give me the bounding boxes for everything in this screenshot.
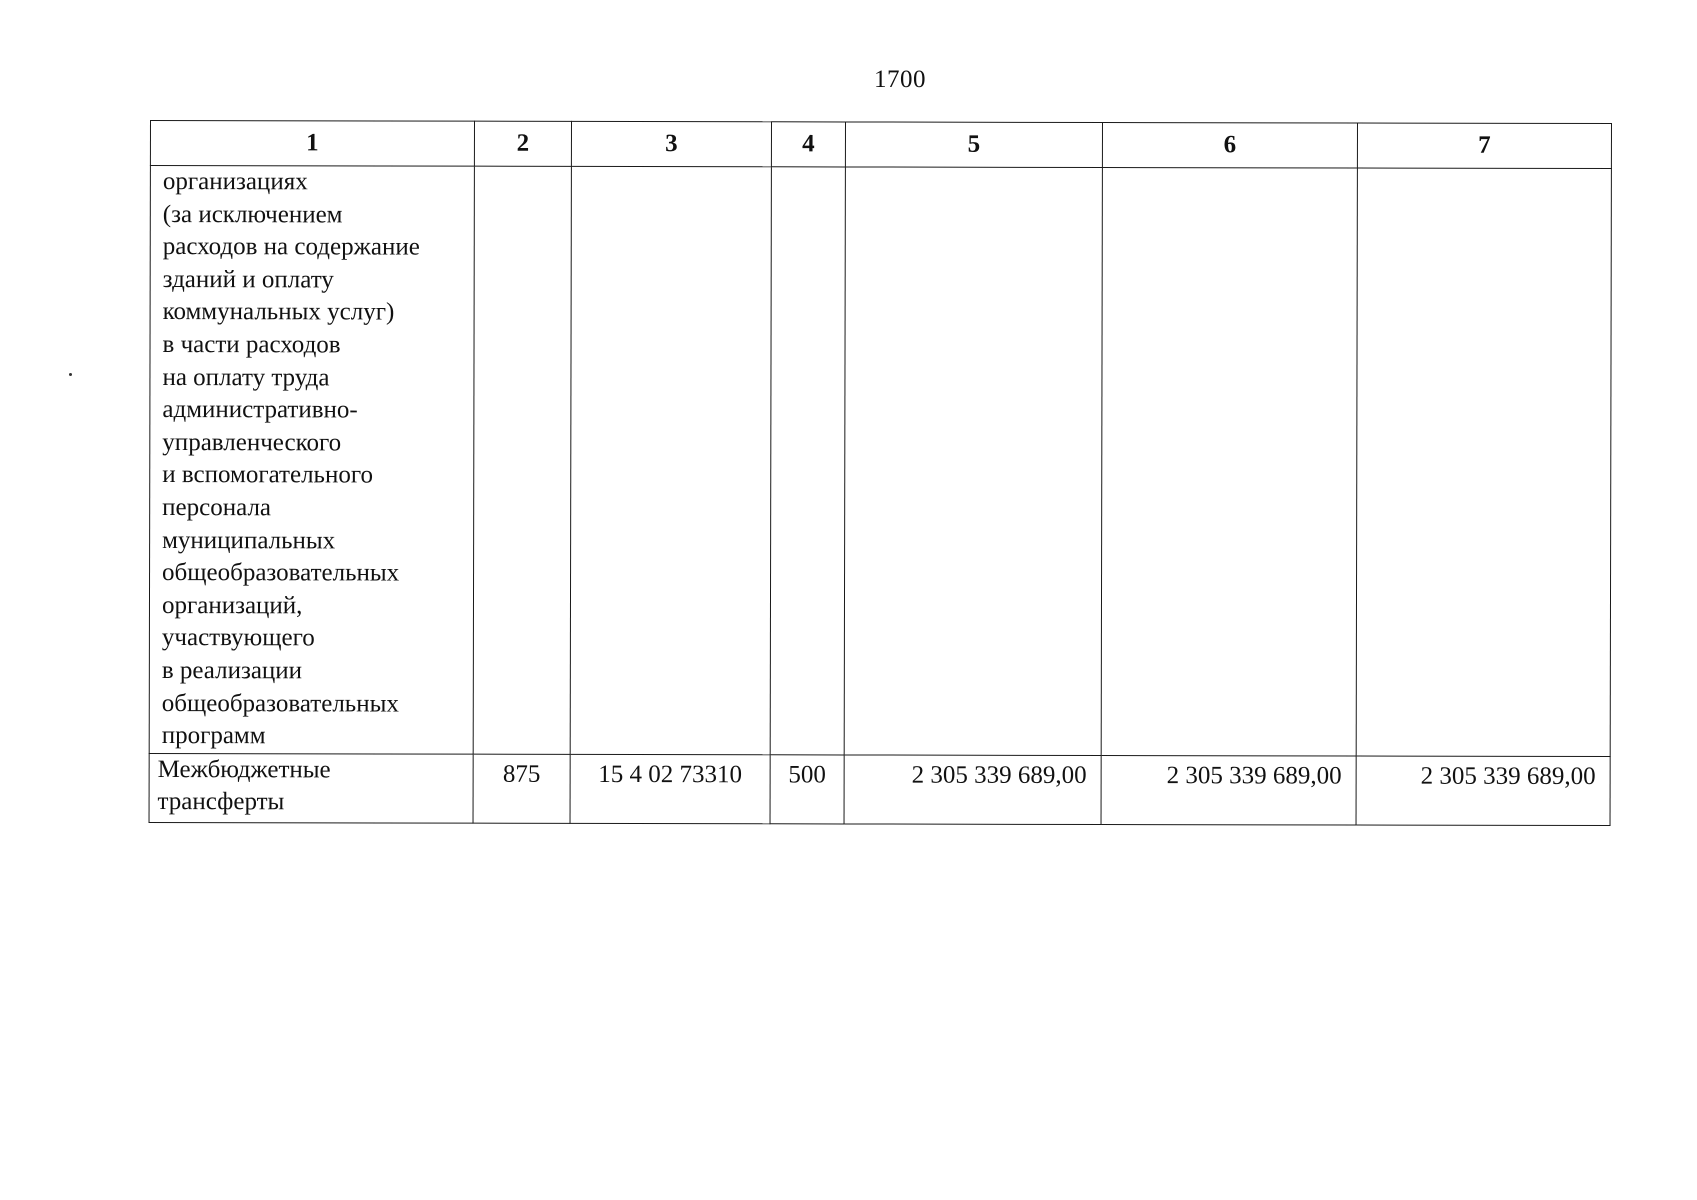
row-code-3 (570, 166, 771, 754)
row-code-4 (770, 167, 845, 755)
row-code-4: 500 (770, 754, 844, 823)
column-header-5: 5 (845, 122, 1102, 168)
row-amount-7 (1356, 168, 1611, 756)
row-amount-7: 2 305 339 689,00 (1356, 756, 1610, 826)
row-code-3: 15 4 02 73310 (570, 754, 770, 823)
row-description: организациях (за исключением расходов на содержание зданий и оплату коммунальных услуг) в части расходов на оплату труда административно- управленческого и вспомогательного персонала муниципальных общеобразовательных организаций, участвующего в реализации общеобразовательных программ (149, 166, 474, 754)
header-row (150, 121, 1611, 169)
row-description: Межбюджетные трансферты (149, 753, 473, 823)
column-header-4: 4 (771, 122, 845, 167)
row-amount-6 (1101, 167, 1357, 755)
row-amount-5 (844, 167, 1102, 755)
scan-speck (69, 373, 72, 376)
table-row (149, 753, 1610, 825)
table-container (149, 120, 1612, 826)
column-header-3: 3 (571, 121, 771, 166)
column-header-7: 7 (1357, 123, 1611, 169)
row-code-2: 875 (473, 754, 570, 823)
table-row (149, 166, 1611, 757)
row-amount-6: 2 305 339 689,00 (1101, 755, 1356, 825)
column-header-6: 6 (1102, 122, 1357, 168)
row-amount-5: 2 305 339 689,00 (844, 755, 1101, 825)
page-number: 1700 (874, 66, 926, 93)
column-header-1: 1 (150, 121, 474, 167)
row-code-2 (473, 166, 571, 754)
column-header-2: 2 (474, 121, 571, 166)
budget-table (149, 120, 1612, 826)
